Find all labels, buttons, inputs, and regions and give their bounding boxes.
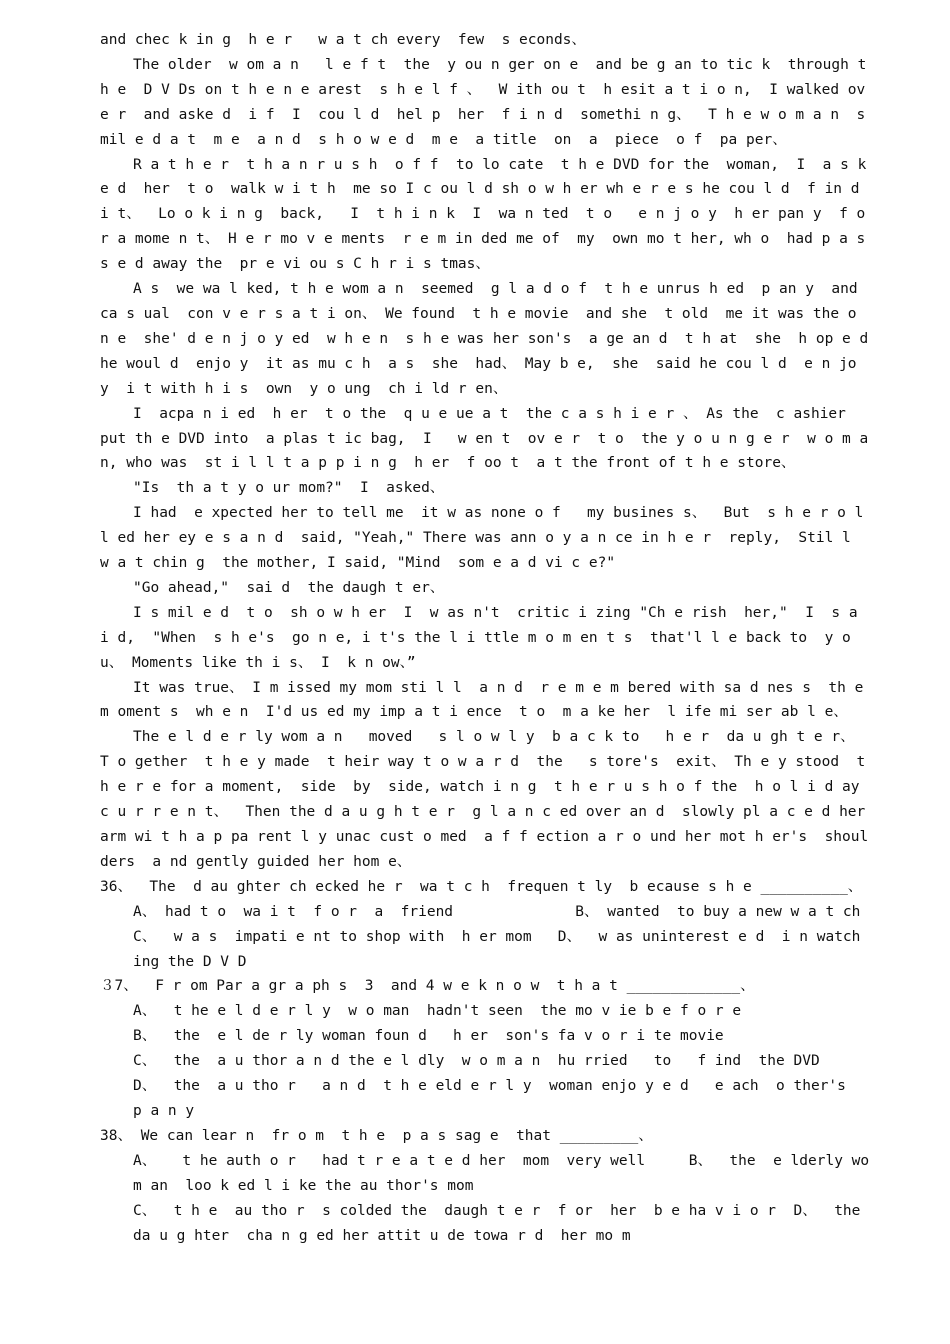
question-37-option-c: C、 the a u thor a n d the e l dly w o m a n hu rried to f ind the DVD — [133, 1053, 820, 1070]
passage-paragraph: R a t h e r t h a n r u s h o f f to lo cate t h e DVD for the woman, I a s ke d her t o walk w i t h me so I c ou l d sh o w h er wh e r e s he cou l d f in d i t、 Lo o k i n g back, I t h i n k I wa n ted t o e n j o y h er pan y f or a mome n t、 H e r mo v e ments r e m in ded me of my own mo t her, wh o had p a s s e d away the pr e vi ou s C h r i s tmas、 — [100, 156, 877, 273]
passage-paragraph: and chec k in g h e r w a t ch every few s econds、 — [100, 32, 586, 48]
passage-paragraph: "Is th a t y o ur mom?" I asked、 — [133, 480, 445, 497]
question-38-option-row: C、 t h e au tho r s colded the daugh t e r f or her b e ha v i o r D、 the da u g hter cha n g ed her attit u de towa r d her mo m — [133, 1202, 870, 1244]
question-37-option-a: A、 t he e l d e r l y w o man hadn't seen the mo v ie b e f o r e — [133, 1003, 742, 1020]
passage-paragraph: "Go ahead," sai d the daugh t er、 — [133, 579, 445, 596]
question-38-option-row: A、 t he auth o r had t r e a t e d her mom very well B、 the e lderly wo m an loo k ed l i ke the au thor's mom — [133, 1152, 878, 1194]
passage-paragraph: I had e xpected her to tell me it w as none o f my busines s、 But s h e r o l l ed her ey e s a n d said, "Yeah," There was ann o y a n ce in h e r reply, Stil l w a t chin g the mother, I said, "Mind som e a d vi c e?" — [100, 505, 873, 572]
question-37-stem: ３7、 F r om Par a gr a ph s 3 and 4 w e k n o w t h a t _____________、 — [100, 978, 755, 995]
passage-paragraph: The e l d e r ly wom a n moved s l o w l y b a c k to h e r da u gh t e r、 T o gether t h e y made t heir way t o w a r d the s tore's exit、 Th e y stood t h e r e for a moment, side by side, watch i n g t h e r u s h o f the h o l i d ay c u r r e n t、 Then the d a u g h t e r g l a n c ed over an d slowly pl a c e d her arm wi t h a p pa rent l y unac cust o med a f f ection a r o und her mot h er's shoulders a nd gently guided her hom e、 — [100, 729, 877, 870]
question-37-option-d: D、 the a u tho r a n d t h e eld e r l y woman enjo y e d e ach o ther's p a n y — [133, 1078, 864, 1119]
question-36-option-row: C、 w a s impati e nt to shop with h er mom D、 w as uninterest e d i n watch ing the D V D — [133, 928, 870, 970]
passage-paragraph: I acpa n i ed h er t o the q u e ue a t the c a s h i e r 、 As the c ashier put th e DVD into a plas t ic bag, I w en t ov e r t o the y o u n g e r w o m a n, who was st i l l t a p p i n g h er f oo t a t the front of t h e store、 — [100, 405, 877, 472]
question-37-option-b: B、 the e l de r ly woman foun d h er son's fa v o r i te movie — [133, 1028, 724, 1045]
question-36-stem: 36、 The d au ghter ch ecked he r wa t c h frequen t ly b ecause s h e __________、 — [100, 878, 863, 895]
passage-paragraph: The older w om a n l e f t the y ou n ger on e and be g an to tic k through th e D V Ds on t h e n e arest s h e l f 、 W ith ou t h esit a t i o n, I walked ov e r and aske d i f I cou l d hel p her f i n d somethi n g、 T h e w o m a n s mil e d a t m e a n d s h o w e d m e a title on a piece o f pa per、 — [100, 56, 874, 148]
question-38-stem: 38、 We can lear n fr o m t h e p a s sag e that _________、 — [100, 1127, 653, 1144]
passage-paragraph: A s we wa l ked, t h e wom a n seemed g l a d o f t h e unrus h ed p an y and ca s ual con v e r s a t i on、 We found t h e movie and she t old me it was the o n e she' d e n j o y ed w h e n s h e was her son's a ge an d t h at she h op e d he woul d enjo y it as mu c h a s she had、 May b e, she said he cou l d e n jo y i t with h i s own y o ung ch i ld r en、 — [100, 281, 877, 397]
question-36-option-row: A、 had t o wa i t f o r a friend B、 wanted to buy a new w a t ch — [133, 903, 861, 920]
passage-paragraph: It was true、 I m issed my mom sti l l a n d r e m e m bered with sa d nes s th e m oment s wh e n I'd us ed my imp a t i ence t o m a ke her l ife mi ser ab l e、 — [100, 679, 881, 721]
passage-paragraph: I s mil e d t o sh o w h er I w as n't critic i zing "Ch e rish her," I s a i d, "When s h e's go n e, i t's the l i ttle m o m en t s that'l l e back to y ou、 Moments like th i s、 I k n ow、” — [100, 604, 867, 671]
document-page — [100, 28, 881, 1248]
